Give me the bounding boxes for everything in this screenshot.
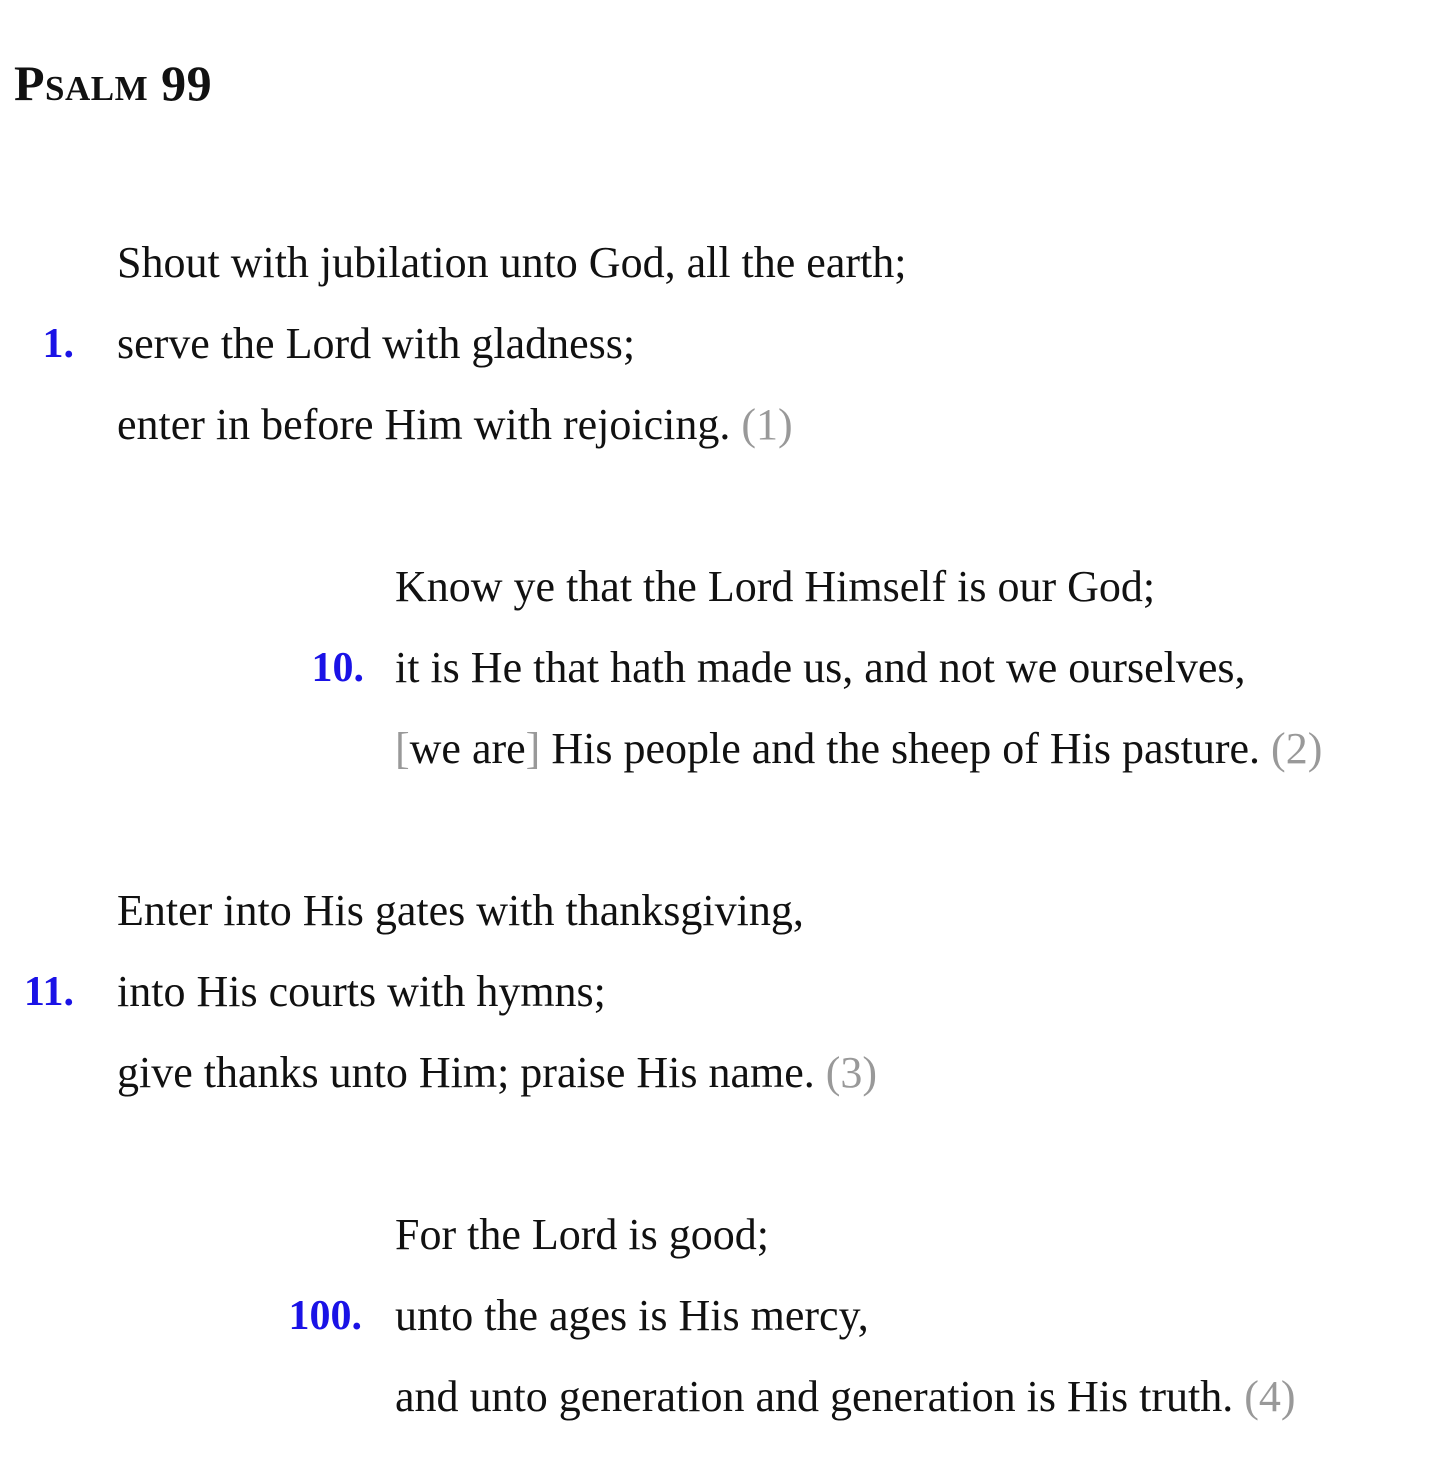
page-title: Psalm 99: [14, 55, 213, 111]
reference-1: (1): [741, 400, 793, 449]
stanza-4-line-3: [395, 1372, 1296, 1421]
reference-3: (3): [825, 1048, 878, 1097]
stanza-1-line-3: [117, 400, 793, 449]
stanza-4-line-1: For the Lord is good;: [395, 1210, 769, 1259]
stanza-4-line-2: unto the ages is His mercy,: [395, 1291, 869, 1340]
reference-4: (4): [1244, 1372, 1296, 1421]
verse-number-10[interactable]: 10.: [311, 645, 364, 691]
stanza-3-line-2: into His courts with hymns;: [117, 967, 606, 1016]
stanza-1-line-1: Shout with jubilation unto God, all the earth;: [117, 238, 907, 287]
reference-2: (2): [1271, 724, 1323, 773]
verse-number-100[interactable]: 100.: [288, 1293, 362, 1339]
verse-number-11[interactable]: 11.: [23, 969, 74, 1015]
stanza-2-line-3-text: His people and the sheep of His pasture.: [551, 724, 1261, 773]
inserted-words: we are: [409, 724, 526, 773]
stanza-2-line-1: Know ye that the Lord Himself is our God;: [395, 562, 1156, 611]
stanza-2-line-3: [395, 724, 1323, 773]
stanza-3-line-1: Enter into His gates with thanksgiving,: [117, 886, 804, 935]
stanza-3-line-3-text: give thanks unto Him; praise His name.: [117, 1048, 815, 1097]
stanza-1-line-2: serve the Lord with gladness;: [117, 319, 636, 368]
stanza-1-line-3-text: enter in before Him with rejoicing.: [117, 400, 731, 449]
stanza-4-line-3-text: and unto generation and generation is His truth.: [395, 1372, 1234, 1421]
bracket-open: [: [395, 724, 410, 773]
stanza-2-line-2: it is He that hath made us, and not we ourselves,: [395, 643, 1246, 692]
verse-number-1[interactable]: 1.: [42, 321, 74, 367]
stanza-3-line-3: [117, 1048, 878, 1097]
bracket-close: ]: [525, 724, 541, 773]
